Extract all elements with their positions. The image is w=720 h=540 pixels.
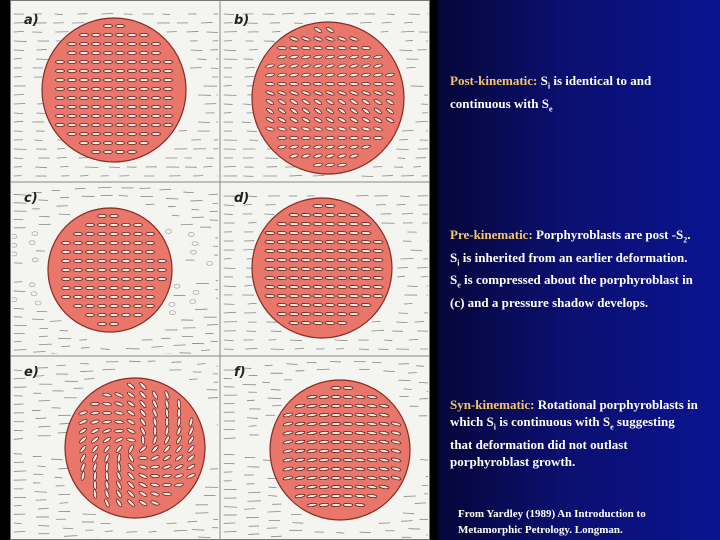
panel-label: f) (234, 365, 246, 380)
caption-post-sub-1: i (547, 81, 551, 91)
caption-pre-title: Pre-kinematic: (450, 227, 533, 242)
caption-pre-sub-1: 2 (683, 235, 688, 245)
caption-syn-sub-2: e (610, 422, 614, 432)
caption-post-sub-2: e (548, 104, 553, 114)
panel-d (224, 191, 430, 350)
caption-pre-kinematic (450, 226, 700, 311)
panel-label: e) (24, 365, 39, 380)
panel-label: b) (234, 13, 250, 28)
caption-post-title: Post-kinematic: (450, 73, 538, 88)
caption-syn-kinematic (450, 396, 700, 470)
caption-syn-text-2: is continuous with S (495, 414, 611, 429)
caption-syn-title: Syn-kinematic: (450, 397, 535, 412)
panel-label: d) (234, 191, 250, 206)
panel-a (14, 13, 227, 176)
caption-syn-sub-1: i (493, 422, 496, 432)
caption-pre-text-1: Porphyroblasts are post -S (532, 227, 684, 242)
caption-pre-sub-2: i (457, 258, 460, 268)
panel-label: c) (24, 191, 38, 206)
caption-syn-text-1: Rotational porphyroblasts in which S (450, 397, 698, 429)
figure-svg (10, 0, 430, 540)
panel-label: a) (24, 13, 39, 28)
caption-pre-text-2: . S (450, 227, 691, 265)
panel-c (11, 187, 229, 356)
panel-b (224, 13, 430, 177)
caption-post-text-1: S (537, 73, 548, 88)
panel-e (14, 361, 229, 540)
panel-f (224, 362, 430, 540)
caption-pre-sub-3: e (457, 280, 461, 290)
porphyroblast (252, 22, 404, 174)
caption-pre-text-4: is compressed about the porphyroblast in (c) and a pressure shadow develops. (450, 272, 693, 310)
source-citation: From Yardley (1989) An Introduction to Metamorphic Petrology. Longman. (458, 508, 646, 536)
caption-pre-text-3: is inherited from an earlier deformation. S (450, 249, 688, 288)
caption-post-text-2: is identical to and continuous with S (450, 73, 652, 111)
caption-syn-text-3: suggesting that deformation did not outlast porphyroblast growth. (450, 414, 675, 469)
caption-post-kinematic (450, 72, 700, 117)
yardley-porphyroblast-figure (10, 0, 430, 540)
